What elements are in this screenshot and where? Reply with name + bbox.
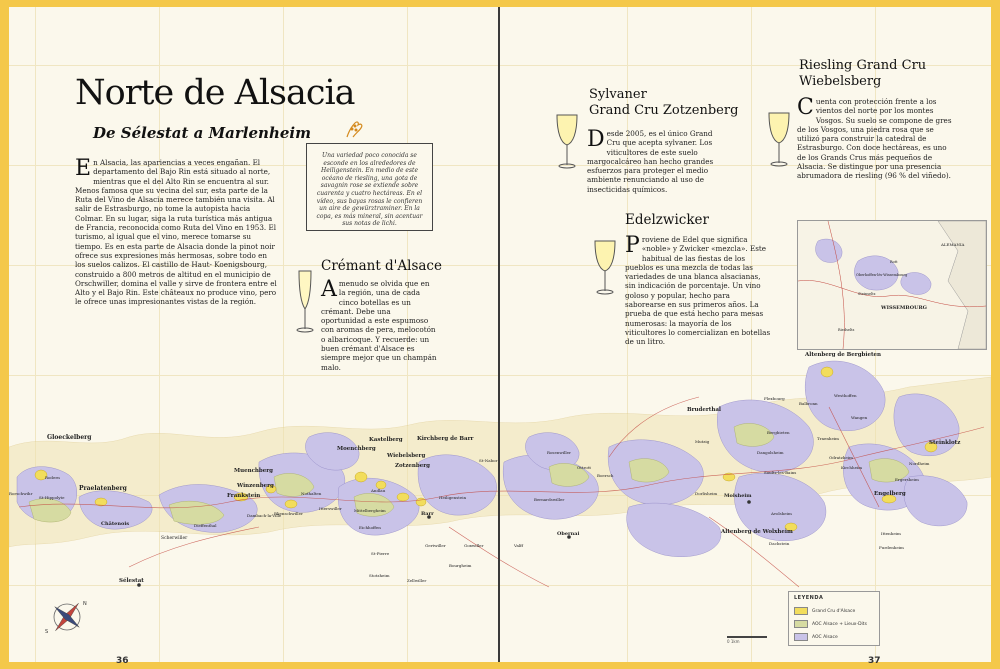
- inset-label: Oberhoffen-lès-Wissembourg: [856, 273, 908, 277]
- map-label: St-Hippolyte: [39, 495, 65, 500]
- svg-text:S: S: [45, 629, 49, 635]
- grand-cru-label: Kastelberg: [369, 437, 403, 443]
- map-label: Westhoffen: [834, 393, 857, 398]
- map-label: Rosenwiller: [547, 450, 571, 455]
- map-label: Traenheim: [817, 436, 839, 441]
- riesling-text: uenta con protección frente a los vientos del norte por los montes Vosgos. Su suelo se compone de gres de los Vosgos, una piedra rosa que se utilizó para construir la catedral de Estrasburgo. Con doce hectáreas, es uno de los Grands Crus más pequeños de Alsacia. Se distingue por una presencia abrumadora de riesling (96 % del viñedo).: [797, 97, 952, 181]
- map-label: Eichhoffen: [359, 525, 381, 530]
- map-label: Soultz-les-Bains: [764, 470, 797, 475]
- cremant-text: menudo se olvida que en la región, una de cada cinco botellas es un crémant. Debe una oportunidad a este espumoso con aromas de pera, melocotón o albaricoque. Y recuerde: un buen crémant d'Alsace es siempre mejor que un champán malo.: [321, 279, 437, 372]
- map-label: Wangen: [851, 415, 868, 420]
- page-number-left: 36: [116, 656, 129, 666]
- page-subtitle: De Sélestat a Marlenheim: [93, 124, 311, 142]
- white-wine-glass-icon: [765, 111, 793, 169]
- cremant-paragraph: [321, 279, 437, 372]
- grand-cru-label: Steinklotz: [929, 440, 961, 446]
- map-label: Bourgheim: [449, 563, 472, 568]
- grand-cru-label: Gloeckelberg: [47, 434, 92, 441]
- map-label: Dieffenthal: [194, 523, 217, 528]
- inset-label: Steinseltz: [858, 292, 876, 296]
- inset-label-germany: ALEMANIA: [941, 242, 965, 247]
- flute-glass-icon: [293, 269, 317, 335]
- grand-cru-label: Winzenberg: [237, 483, 274, 489]
- map-label: Blienschwiller: [274, 511, 303, 516]
- sylvaner-title-2: Grand Cru Zotzenberg: [589, 103, 739, 118]
- map-label: Rodern: [45, 475, 60, 480]
- map-label: Rorschwihr: [9, 491, 33, 496]
- dropcap: E: [75, 156, 92, 181]
- map-label: Bernardswiller: [534, 497, 565, 502]
- map-label: Furdenheim: [879, 545, 904, 550]
- map-label: Valff: [514, 543, 524, 548]
- map-label: Nothalten: [301, 491, 322, 496]
- page-gutter: [498, 7, 500, 662]
- grand-cru-label: Moenchberg: [337, 446, 376, 452]
- map-label: Scherwiller: [161, 536, 188, 541]
- compass-rose-icon: [39, 595, 95, 639]
- riesling-paragraph: [797, 97, 957, 181]
- map-label: Flexbourg: [764, 396, 785, 401]
- inset-map-graphic: [798, 221, 986, 349]
- intro-paragraph: [75, 158, 278, 307]
- map-label: Bergbieten: [767, 430, 790, 435]
- scale-bar-label: 0 1km: [727, 639, 740, 644]
- legend-row: [794, 607, 874, 615]
- map-label: Dangolsheim: [757, 450, 784, 455]
- dropcap: D: [587, 127, 605, 152]
- map-label: Boersch: [597, 473, 614, 478]
- edelzwicker-text: roviene de Edel que significa «noble» y Zwicker «mezcla». Este habitual de las fiestas de los pueblos es una mezcla de todas las variedades de una blanca alsacianas, sin indicación de porcentaje. Un vino goloso y popular, hecho para saborearse en sus primeros años. La prueba de que está hecho para mesas numerosas: la mayoría de los viticultores lo comercializan en botellas de un litro.: [625, 235, 771, 347]
- map-label: Dachstein: [769, 541, 790, 546]
- legend-swatch-aoc: [794, 633, 808, 641]
- grand-cru-label: Kirchberg de Barr: [417, 436, 474, 442]
- map-label: Ergersheim: [895, 477, 919, 482]
- grand-cru-label: Wiebelsberg: [387, 453, 426, 459]
- grand-cru-label: Altenberg de Bergbieten: [805, 352, 882, 358]
- edelzwicker-paragraph: [625, 235, 771, 347]
- map-label: Andlau: [371, 488, 386, 493]
- legend-swatch-grand-cru: [794, 607, 808, 615]
- map-label: Balbronn: [799, 401, 818, 406]
- map-label: St-Pierre: [371, 551, 390, 556]
- dropcap: P: [625, 233, 640, 258]
- grand-cru-label: Frankstein: [227, 493, 261, 499]
- page-number-right: 37: [868, 656, 881, 666]
- legend-label: Grand Cru d'Alsace: [812, 608, 856, 614]
- grand-cru-label: Zotzenberg: [395, 463, 430, 469]
- map-label: St-Nabor: [479, 458, 498, 463]
- map-label: Barr: [421, 511, 434, 517]
- map-label: Mutzig: [695, 439, 710, 444]
- map-label: Kirchheim: [841, 465, 863, 470]
- map-label: Zellwiller: [407, 578, 427, 583]
- grand-cru-label: Muenchberg: [234, 468, 274, 474]
- map-label: Châtenois: [101, 521, 130, 527]
- white-wine-glass-icon: [553, 113, 581, 171]
- scale-bar: [727, 636, 767, 644]
- dropcap: C: [797, 95, 814, 120]
- map-label: Itterswiller: [319, 506, 342, 511]
- map-label: Mittelbergheim: [354, 508, 386, 513]
- map-label: Avolsheim: [771, 511, 792, 516]
- grape-hand-icon: [343, 117, 365, 141]
- map-label: Dorlisheim: [695, 491, 718, 496]
- scale-bar-line: [727, 636, 767, 638]
- map-label: Sélestat: [119, 578, 144, 584]
- map-label: Ittenheim: [881, 531, 901, 536]
- riesling-title-1: Riesling Grand Cru: [799, 58, 927, 73]
- inset-map-wissembourg: [797, 220, 987, 350]
- grand-cru-label: Engelberg: [874, 491, 906, 497]
- inset-label-wissembourg: WISSEMBOURG: [881, 305, 927, 311]
- map-label: Dambach-la-Ville: [247, 513, 282, 518]
- inset-label: Rott: [890, 260, 898, 264]
- edelzwicker-title: Edelzwicker: [625, 212, 709, 228]
- cremant-title: Crémant d'Alsace: [321, 258, 442, 274]
- sylvaner-paragraph: [587, 129, 715, 194]
- magazine-spread: [9, 7, 991, 662]
- intro-text: n Alsacia, las apariencias a veces engañan. El departamento del Bajo Rin está situado al norte, mientras que el del Alto Rin se encuentra al sur. Menos famosa que su vecina del sur, esta parte de la Ruta del Vino de Alsacia merece también una visita. Al salir de Estrasburgo, no tome la autopista hacia Colmar. En su lugar, siga la ruta turística más antigua de Francia, reconocida como Ruta del Vino en 1953. El turismo, al igual que el vino, merece tomarse su tiempo. Es en esta parte de Alsacia donde la pinot noir ofrece sus expresiones más hermosas, sobre todo en los suelos calizos. El castillo de Haut- Koenigsbourg, construido a 800 metros de altitud en el municipio de Orschwiller, domina el valle y sirve de frontera entre el Alto y el Bajo Rin. Este châteaux no produce vino, pero le ofrece unas impresionantes vistas de la región.: [75, 158, 277, 307]
- map-label: Molsheim: [724, 493, 752, 499]
- map-label: Obernai: [557, 531, 580, 537]
- map-label: Odratzheim: [829, 455, 853, 460]
- map-label: Nordheim: [909, 461, 930, 466]
- map-label: Stotzheim: [369, 573, 390, 578]
- savagnin-sidebar: Una variedad poco conocida se esconde en los alrededores de Heiligenstein. En medio de este océano de riesling, una gota de savagnin rose se extiende sobre cuarenta y cuatro hectáreas. En el vídeo, sus bayas rosas le confieren un aire de gewürztraminer. En la copa, es más mineral, sin acentuar sus notas de lichi.: [306, 143, 433, 231]
- grand-cru-label: Praelatenberg: [79, 485, 127, 492]
- legend-row: [794, 633, 874, 641]
- sylvaner-text: esde 2005, es el único Grand Cru que acepta sylvaner. Los viticultores de este suelo margocalcáreo han hecho grandes esfuerzos para proteger el medio ambiente renunciando al uso de insecticidas químicos.: [587, 129, 714, 194]
- legend-label: AOC Alsace + Lieux-Dits: [812, 621, 867, 627]
- grand-cru-label: Altenberg de Wolxheim: [721, 529, 793, 535]
- map-label: Goxwiller: [464, 543, 484, 548]
- legend-title: LEYENDA: [794, 595, 824, 601]
- inset-label: Riedseltz: [838, 328, 855, 332]
- dropcap: A: [321, 277, 337, 302]
- svg-text:N: N: [83, 601, 87, 607]
- sylvaner-title-1: Sylvaner: [589, 87, 647, 102]
- map-label: Heiligenstein: [439, 495, 467, 500]
- legend-label: AOC Alsace: [812, 634, 838, 640]
- legend-swatch-lieux-dits: [794, 620, 808, 628]
- map-legend: [788, 591, 880, 646]
- legend-row: [794, 620, 874, 628]
- page-title: Norte de Alsacia: [75, 73, 355, 113]
- white-wine-glass-icon: [591, 239, 619, 297]
- grand-cru-label: Bruderthal: [687, 407, 721, 413]
- map-label: Gertwiller: [425, 543, 446, 548]
- riesling-title-2: Wiebelsberg: [799, 74, 882, 89]
- map-label: Ottrott: [577, 465, 592, 470]
